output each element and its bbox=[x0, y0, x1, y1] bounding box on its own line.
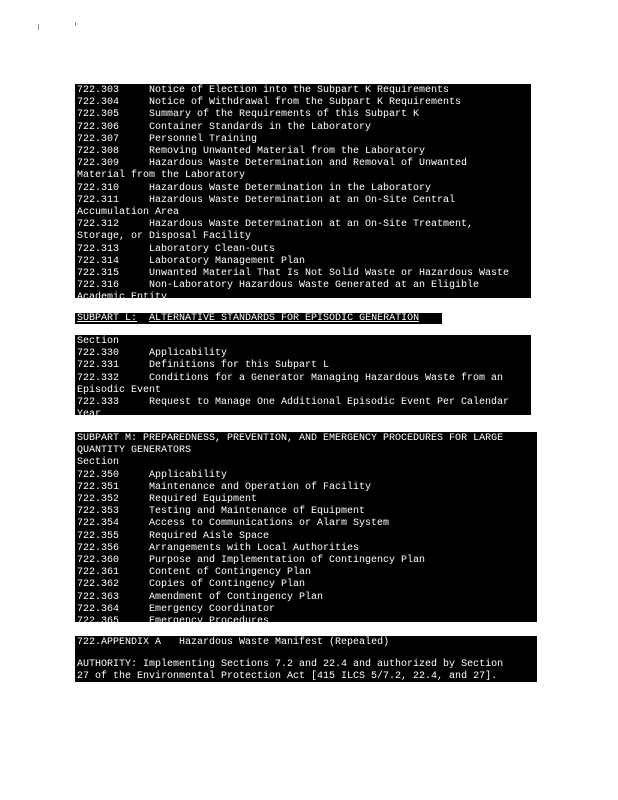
section-entry bbox=[77, 567, 537, 579]
section-number: 722.306 bbox=[77, 121, 120, 133]
section-number: 722.305 bbox=[77, 109, 120, 121]
section-title: Request to Manage One Additional Episodic Event Per Calendar bbox=[149, 397, 510, 409]
section-title: Personnel Training bbox=[149, 133, 258, 145]
section-title: Hazardous Waste Determination at an On-Site Treatment, bbox=[149, 219, 474, 231]
section-title: Access to Communications or Alarm System bbox=[149, 518, 390, 530]
section-number: 722.330 bbox=[77, 348, 120, 360]
subpart-m-heading-line2: QUANTITY GENERATORS bbox=[77, 445, 192, 457]
section-title: Emergency Procedures bbox=[149, 616, 270, 628]
section-title: Container Standards in the Laboratory bbox=[149, 121, 372, 133]
section-title-continuation: Episodic Event bbox=[77, 384, 162, 396]
subpart-k-section-list bbox=[75, 84, 531, 304]
section-number: 722.362 bbox=[77, 579, 120, 591]
section-entry bbox=[77, 518, 537, 530]
section-title: Required Equipment bbox=[149, 494, 258, 506]
subpart-l-label: SUBPART L: bbox=[77, 313, 138, 324]
section-entry bbox=[77, 482, 537, 494]
section-number: 722.361 bbox=[77, 567, 120, 579]
section-number: 722.353 bbox=[77, 506, 120, 518]
section-title: Applicability bbox=[149, 348, 228, 360]
section-number: 722.310 bbox=[77, 182, 120, 194]
section-title: Amendment of Contingency Plan bbox=[149, 591, 324, 603]
section-entry bbox=[77, 195, 531, 207]
section-number: 722.309 bbox=[77, 158, 120, 170]
subpart-l-section-list bbox=[75, 335, 531, 421]
section-number: 722.316 bbox=[77, 280, 120, 292]
section-number: 722.313 bbox=[77, 243, 120, 255]
section-number: 722.332 bbox=[77, 372, 120, 384]
section-number: 722.360 bbox=[77, 555, 120, 567]
section-number: 722.355 bbox=[77, 530, 120, 542]
section-title: Copies of Contingency Plan bbox=[149, 579, 306, 591]
section-number: 722.363 bbox=[77, 591, 120, 603]
section-title: Arrangements with Local Authorities bbox=[149, 542, 360, 554]
section-entry bbox=[77, 592, 537, 604]
section-title: Maintenance and Operation of Facility bbox=[149, 481, 372, 493]
scan-mark bbox=[75, 22, 76, 26]
section-entry bbox=[77, 470, 537, 482]
section-entry bbox=[77, 158, 531, 170]
section-entry bbox=[77, 109, 531, 121]
section-entry bbox=[77, 268, 531, 280]
section-title: Testing and Maintenance of Equipment bbox=[149, 506, 366, 518]
subpart-l-heading bbox=[75, 313, 442, 324]
appendix-title: Hazardous Waste Manifest (Repealed) bbox=[179, 637, 390, 648]
section-number: 722.303 bbox=[77, 85, 120, 96]
section-entry bbox=[77, 494, 537, 506]
subpart-m-section-list bbox=[75, 432, 537, 628]
section-number: 722.304 bbox=[77, 97, 120, 109]
section-entry bbox=[77, 122, 531, 134]
section-entry bbox=[77, 183, 531, 195]
section-entry bbox=[77, 604, 537, 616]
section-title: Emergency Coordinator bbox=[149, 603, 276, 615]
section-number: 722.350 bbox=[77, 469, 120, 481]
authority-line2: 27 of the Environmental Protection Act [415 ILCS 5/7.2, 22.4, and 27]. bbox=[77, 671, 498, 683]
section-label: Section bbox=[77, 336, 120, 347]
scan-mark bbox=[38, 24, 39, 30]
section-number: 722.331 bbox=[77, 360, 120, 372]
section-number: 722.311 bbox=[77, 194, 120, 206]
section-title: Content of Contingency Plan bbox=[149, 567, 312, 579]
section-entry bbox=[77, 616, 537, 628]
section-entry bbox=[77, 579, 537, 591]
section-number: 722.352 bbox=[77, 494, 120, 506]
section-entry bbox=[77, 85, 531, 97]
section-entry bbox=[77, 531, 537, 543]
section-title: Laboratory Clean-Outs bbox=[149, 243, 276, 255]
section-title: Notice of Withdrawal from the Subpart K Requirements bbox=[149, 97, 462, 109]
section-title-continuation: Accumulation Area bbox=[77, 207, 180, 219]
section-title: Hazardous Waste Determination at an On-Site Central bbox=[149, 194, 456, 206]
section-title: Hazardous Waste Determination and Removal of Unwanted bbox=[149, 158, 468, 170]
section-number: 722.315 bbox=[77, 268, 120, 280]
section-title: Hazardous Waste Determination in the Laboratory bbox=[149, 182, 432, 194]
section-entry bbox=[77, 244, 531, 256]
section-entry bbox=[77, 555, 537, 567]
section-title: Non-Laboratory Hazardous Waste Generated at an Eligible bbox=[149, 280, 480, 292]
section-title: Summary of the Requirements of this Subpart K bbox=[149, 109, 420, 121]
section-entry bbox=[77, 280, 531, 292]
section-entry bbox=[77, 256, 531, 268]
section-title: Removing Unwanted Material from the Laboratory bbox=[149, 146, 426, 158]
section-title-continuation: Year bbox=[77, 409, 102, 421]
section-number: 722.351 bbox=[77, 481, 120, 493]
section-title-continuation: Storage, or Disposal Facility bbox=[77, 231, 252, 243]
section-entry bbox=[77, 360, 531, 372]
section-number: 722.356 bbox=[77, 542, 120, 554]
section-entry bbox=[77, 373, 531, 385]
section-number: 722.365 bbox=[77, 616, 120, 628]
section-title: Laboratory Management Plan bbox=[149, 255, 306, 267]
section-title: Unwanted Material That Is Not Solid Waste or Hazardous Waste bbox=[149, 268, 510, 280]
section-entry bbox=[77, 146, 531, 158]
section-number: 722.314 bbox=[77, 255, 120, 267]
section-number: 722.312 bbox=[77, 219, 120, 231]
section-entry bbox=[77, 97, 531, 109]
section-number: 722.308 bbox=[77, 146, 120, 158]
section-entry bbox=[77, 397, 531, 409]
section-title: Conditions for a Generator Managing Hazardous Waste from an bbox=[149, 372, 504, 384]
appendix-number: 722.APPENDIX A bbox=[77, 637, 162, 648]
section-entry bbox=[77, 348, 531, 360]
section-entry bbox=[77, 543, 537, 555]
section-title: Notice of Election into the Subpart K Requirements bbox=[149, 85, 450, 96]
section-title-continuation: Academic Entity bbox=[77, 292, 168, 304]
authority-line1: AUTHORITY: Implementing Sections 7.2 and 22.4 and authorized by Section bbox=[77, 659, 504, 671]
subpart-m-heading-line1: SUBPART M: PREPAREDNESS, PREVENTION, AND EMERGENCY PROCEDURES FOR LARGE bbox=[77, 433, 504, 444]
subpart-l-title: ALTERNATIVE STANDARDS FOR EPISODIC GENERATION bbox=[149, 313, 420, 324]
section-title: Required Aisle Space bbox=[149, 530, 270, 542]
section-entry bbox=[77, 219, 531, 231]
section-number: 722.333 bbox=[77, 397, 120, 409]
section-title-continuation: Material from the Laboratory bbox=[77, 170, 246, 182]
appendix-heading bbox=[77, 637, 537, 649]
appendix-authority-block bbox=[75, 636, 537, 682]
section-label: Section bbox=[77, 457, 120, 469]
section-title: Definitions for this Subpart L bbox=[149, 360, 330, 372]
section-entry bbox=[77, 134, 531, 146]
section-title: Applicability bbox=[149, 469, 228, 481]
section-number: 722.364 bbox=[77, 603, 120, 615]
section-title: Purpose and Implementation of Contingency Plan bbox=[149, 555, 426, 567]
section-number: 722.307 bbox=[77, 133, 120, 145]
section-entry bbox=[77, 506, 537, 518]
section-number: 722.354 bbox=[77, 518, 120, 530]
